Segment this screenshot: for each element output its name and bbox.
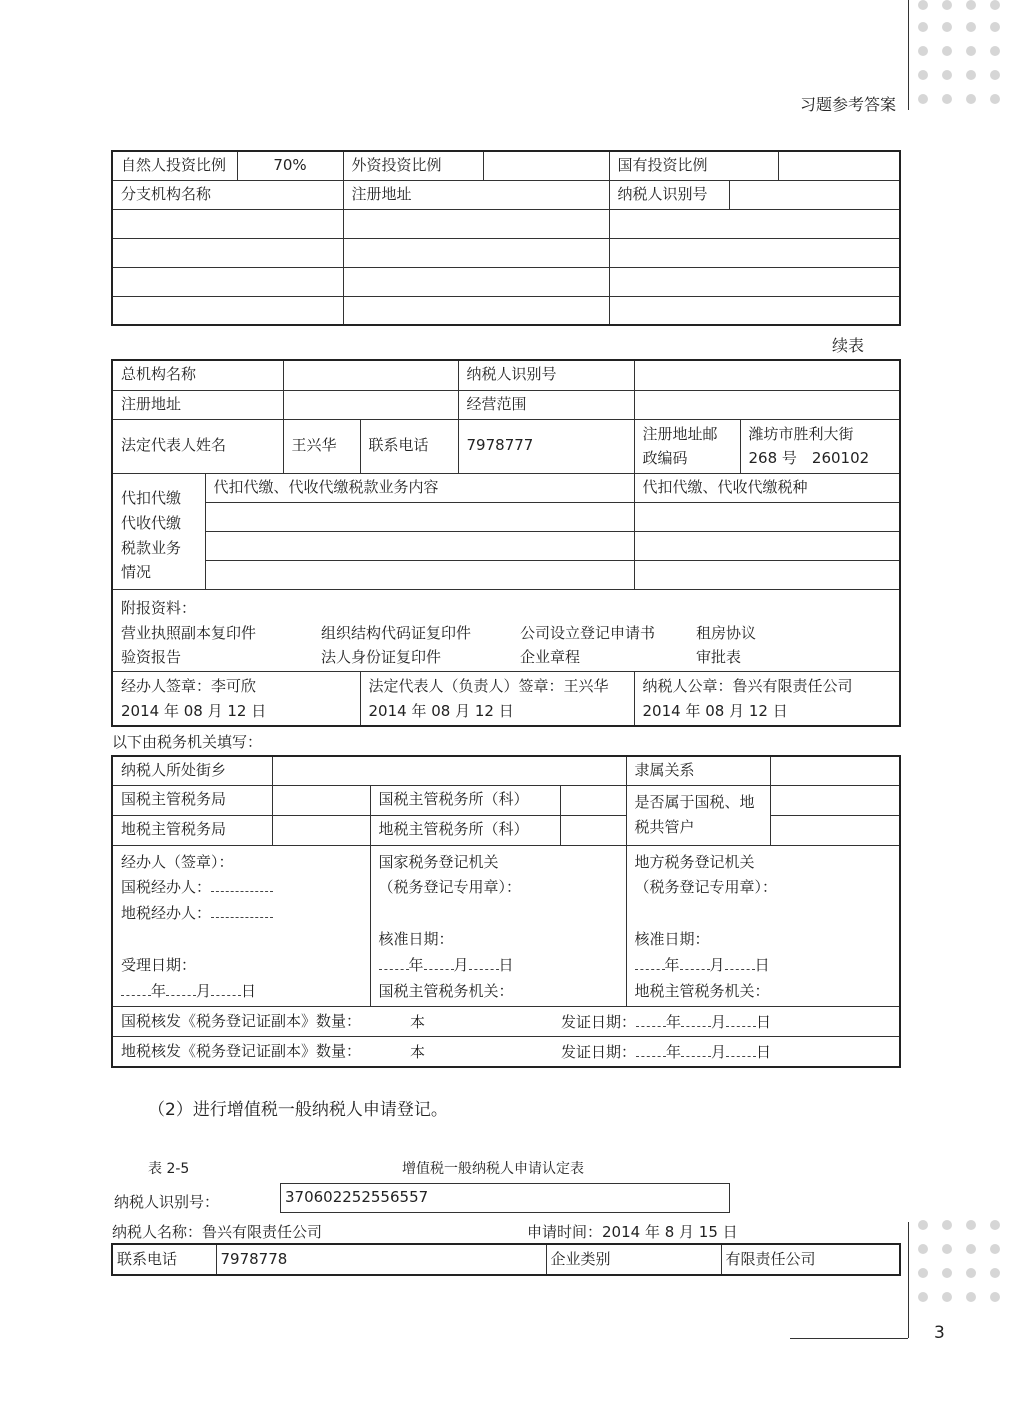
table-cell bbox=[343, 267, 609, 296]
table-cell bbox=[609, 267, 900, 296]
table-cell bbox=[634, 503, 900, 532]
table-cell bbox=[609, 209, 900, 238]
national-office-label: 国税主管税务所（科） bbox=[370, 785, 560, 815]
table-cell bbox=[112, 296, 343, 325]
taxpayer-id-value bbox=[729, 180, 900, 209]
phone-label: 联系电话 bbox=[360, 419, 458, 474]
shared-value-1 bbox=[770, 785, 900, 815]
hq-name-value bbox=[283, 360, 458, 390]
attachments-label: 附报资料： bbox=[121, 599, 197, 617]
table-cell bbox=[609, 296, 900, 325]
registration-table bbox=[111, 359, 901, 727]
affiliation-value bbox=[770, 756, 900, 785]
taxpayer-id-label: 纳税人识别号 bbox=[609, 180, 729, 209]
attachment-item: 审批表 bbox=[696, 647, 742, 666]
header-vertical-rule bbox=[908, 0, 909, 110]
continued-label: 续表 bbox=[832, 336, 865, 355]
attachment-item: 租房协议 bbox=[696, 623, 757, 642]
foreign-ratio-value bbox=[483, 151, 609, 180]
national-copy-row: 国税核发《税务登记证副本》数量： 本 发证日期： 年 月 日 bbox=[112, 1007, 900, 1037]
table-cell bbox=[112, 267, 343, 296]
foreign-ratio-label: 外资投资比例 bbox=[343, 151, 483, 180]
shared-value-2 bbox=[770, 815, 900, 845]
postcode-value: 潍坊市胜利大街 268 号 260102 bbox=[740, 419, 900, 474]
section-title: 习题参考答案 bbox=[800, 95, 897, 114]
phone-label: 联系电话 bbox=[112, 1244, 216, 1275]
table-title: 增值税一般纳税人申请认定表 bbox=[402, 1161, 584, 1177]
attachment-item: 验资报告 bbox=[121, 647, 182, 666]
legal-date: 2014 年 08 月 12 日 bbox=[368, 701, 514, 720]
agent-date: 2014 年 08 月 12 日 bbox=[121, 701, 267, 720]
footer-horizontal-rule bbox=[790, 1338, 908, 1339]
table-number: 表 2-5 bbox=[148, 1161, 190, 1177]
withhold-label: 代扣代缴 代收代缴 税款业务 情况 bbox=[112, 474, 205, 590]
legal-rep-value: 王兴华 bbox=[283, 419, 360, 474]
step-heading: （2）进行增值税一般纳税人申请登记。 bbox=[148, 1100, 448, 1120]
table-cell bbox=[343, 238, 609, 267]
taxpayer-id-field: 370602252556557 bbox=[280, 1183, 730, 1213]
apply-time: 申请时间：2014 年 8 月 15 日 bbox=[527, 1223, 738, 1241]
local-bureau-value bbox=[272, 815, 370, 845]
natural-ratio-value: 70% bbox=[237, 151, 343, 180]
attachment-item: 公司设立登记申请书 bbox=[520, 623, 656, 642]
table-cell bbox=[205, 503, 634, 532]
local-copy-row: 地税核发《税务登记证副本》数量： 本 发证日期： 年 月 日 bbox=[112, 1037, 900, 1067]
state-ratio-value bbox=[778, 151, 900, 180]
table-cell bbox=[343, 209, 609, 238]
footer-vertical-rule bbox=[908, 1222, 909, 1338]
phone-value: 7978777 bbox=[458, 419, 634, 474]
local-bureau-label: 地税主管税务局 bbox=[112, 815, 272, 845]
national-reg-cell: 国家税务登记机关 （税务登记专用章）： 核准日期： 年 月 日 国税主管税务机关： bbox=[370, 845, 626, 1007]
company-seal-cell: 纳税人公章：鲁兴有限责任公司 2014 年 08 月 12 日 bbox=[634, 671, 900, 726]
vat-table bbox=[111, 1243, 901, 1276]
attachment-item: 企业章程 bbox=[520, 647, 581, 666]
affiliation-label: 隶属关系 bbox=[626, 756, 770, 785]
taxpayer-name: 纳税人名称：鲁兴有限责任公司 bbox=[112, 1223, 323, 1241]
company-type-label: 企业类别 bbox=[546, 1244, 721, 1275]
natural-ratio-label: 自然人投资比例 bbox=[112, 151, 237, 180]
company-type-value: 有限责任公司 bbox=[721, 1244, 900, 1275]
legal-sign-cell: 法定代表人（负责人）签章：王兴华 2014 年 08 月 12 日 bbox=[360, 671, 634, 726]
national-bureau-label: 国税主管税务局 bbox=[112, 785, 272, 815]
shared-label: 是否属于国税、地 税共管户 bbox=[626, 785, 770, 845]
national-office-value bbox=[560, 785, 626, 815]
phone-value: 7978778 bbox=[216, 1244, 546, 1275]
scope-value bbox=[634, 390, 900, 419]
withhold-content-label: 代扣代缴、代收代缴税款业务内容 bbox=[205, 474, 634, 503]
attachment-item: 组织结构代码证复印件 bbox=[321, 623, 472, 642]
local-reg-cell: 地方税务登记机关 （税务登记专用章）： 核准日期： 年 月 日 地税主管税务机关： bbox=[626, 845, 900, 1007]
taxpayer-id-label: 纳税人识别号 bbox=[458, 360, 634, 390]
scope-label: 经营范围 bbox=[458, 390, 634, 419]
table-cell bbox=[205, 532, 634, 561]
agent-sign-cell: 经办人签章：李可欣 2014 年 08 月 12 日 bbox=[112, 671, 360, 726]
street-value bbox=[272, 756, 626, 785]
branch-name-label: 分支机构名称 bbox=[112, 180, 343, 209]
table-cell bbox=[112, 209, 343, 238]
attachments-cell bbox=[112, 590, 900, 672]
handler-cell: 经办人（签章）： 国税经办人： 地税经办人： 受理日期： 年 月 日 bbox=[112, 845, 370, 1007]
local-office-value bbox=[560, 815, 626, 845]
table-cell bbox=[112, 238, 343, 267]
tax-office-note: 以下由税务机关填写： bbox=[112, 733, 263, 751]
page-number: 3 bbox=[934, 1323, 945, 1343]
local-office-label: 地税主管税务所（科） bbox=[370, 815, 560, 845]
taxpayer-id-label: 纳税人识别号： bbox=[114, 1193, 220, 1211]
investment-table bbox=[111, 150, 901, 326]
reg-addr-value bbox=[283, 390, 458, 419]
withhold-tax-label: 代扣代缴、代收代缴税种 bbox=[634, 474, 900, 503]
table-cell bbox=[343, 296, 609, 325]
reg-addr-label: 注册地址 bbox=[343, 180, 609, 209]
table-cell bbox=[634, 532, 900, 561]
national-bureau-value bbox=[272, 785, 370, 815]
state-ratio-label: 国有投资比例 bbox=[609, 151, 778, 180]
attachment-item: 法人身份证复印件 bbox=[321, 647, 442, 666]
taxpayer-id-value bbox=[634, 360, 900, 390]
tax-office-table bbox=[111, 755, 901, 1068]
postcode-label: 注册地址邮 政编码 bbox=[634, 419, 740, 474]
table-cell bbox=[634, 561, 900, 590]
table-cell bbox=[609, 238, 900, 267]
hq-name-label: 总机构名称 bbox=[112, 360, 283, 390]
table-cell bbox=[205, 561, 634, 590]
legal-rep-label: 法定代表人姓名 bbox=[112, 419, 283, 474]
company-date: 2014 年 08 月 12 日 bbox=[642, 701, 788, 720]
attachment-item: 营业执照副本复印件 bbox=[121, 623, 257, 642]
street-label: 纳税人所处街乡 bbox=[112, 756, 272, 785]
reg-addr-label: 注册地址 bbox=[112, 390, 283, 419]
